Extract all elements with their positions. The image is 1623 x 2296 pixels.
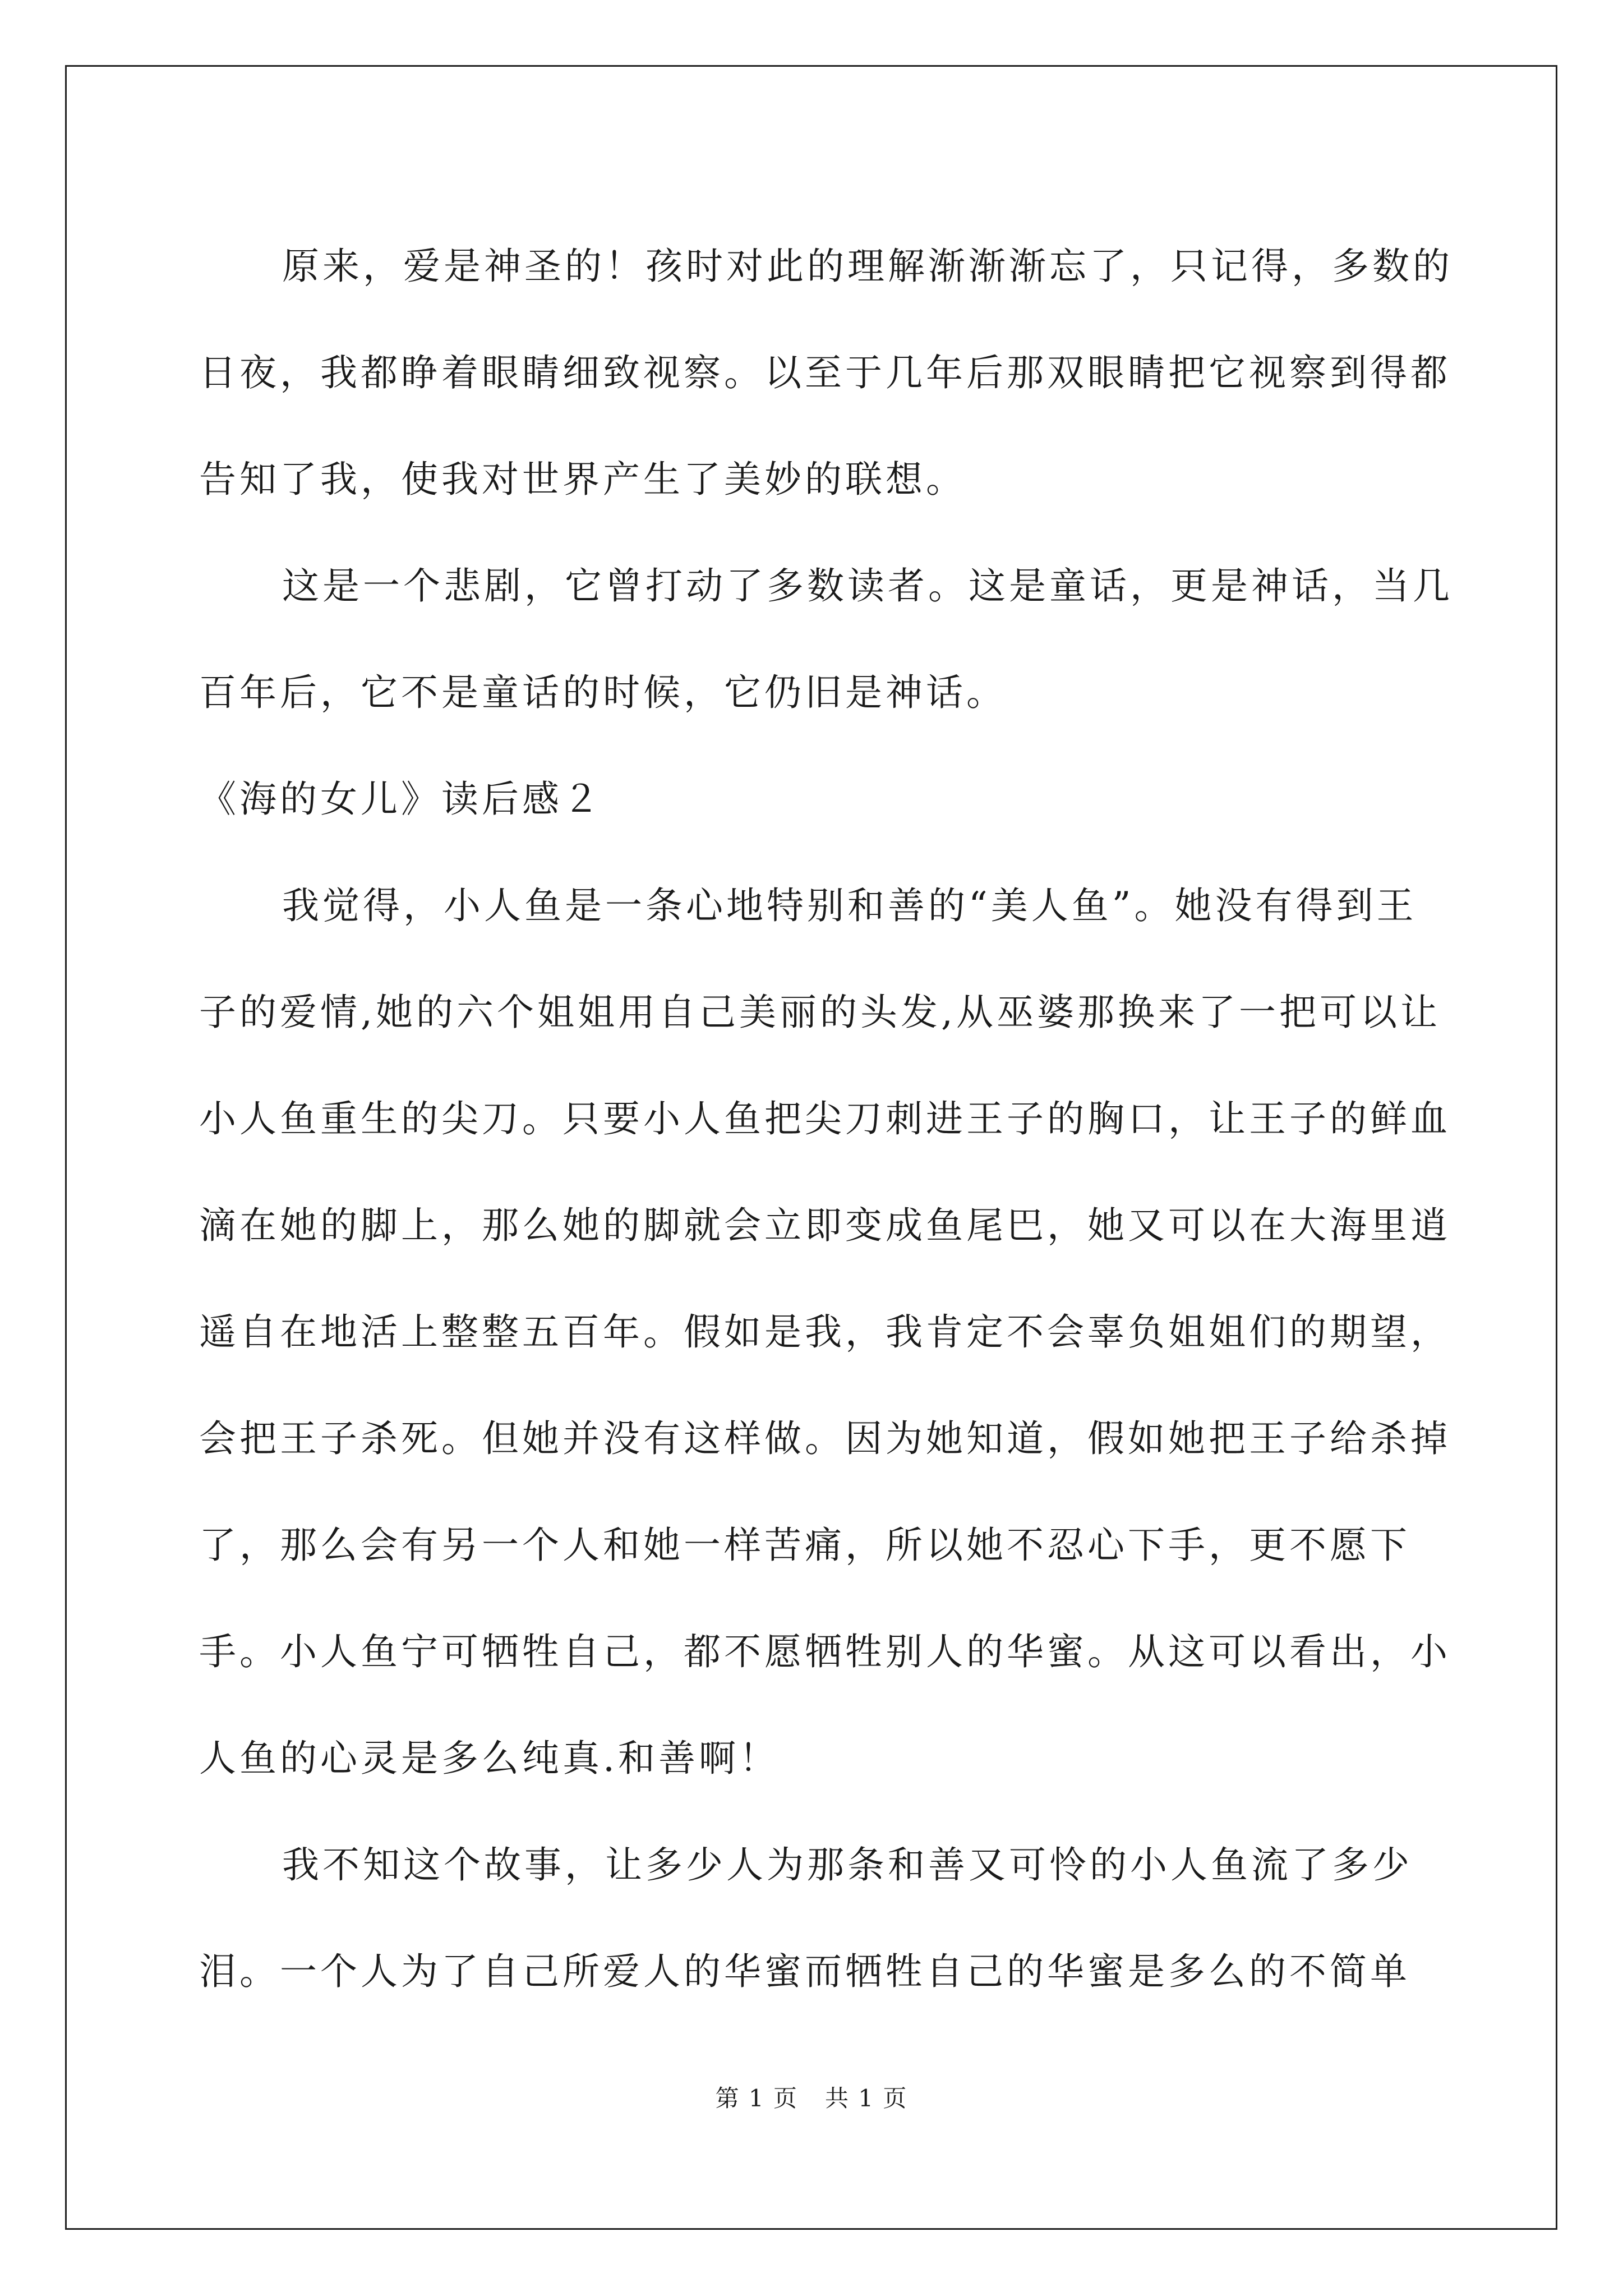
page-number-total: 共 1 页 xyxy=(825,2085,908,2112)
paragraph: 原来，爱是神圣的！孩时对此的理解渐渐渐忘了，只记得，多数的日夜，我都睁着眼睛细致视察。以至于几年后那双眼睛把它视察到得都告知了我，使我对世界产生了美妙的联想。 xyxy=(199,245,1453,501)
paragraph: 我觉得，小人鱼是一条心地特别和善的“美人鱼”。她没有得到王子的爱情,她的六个姐姐用自己美丽的头发,从巫婆那换来了一把可以让小人鱼重生的尖刀。只要小人鱼把尖刀刺进王子的胸口，让王子的鲜血滴在她的脚上，那么她的脚就会立即变成鱼尾巴，她又可以在大海里逍遥自在地活上整整五百年。假如是我，我肯定不会辜负姐姐们的期望，会把王子杀死。但她并没有这样做。因为她知道，假如她把王子给杀掉了，那么会有另一个人和她一样苦痛，所以她不忍心下手，更不愿下手。小人鱼宁可牺牲自己，都不愿牺牲别人的华蜜。从这可以看出，小人鱼的心灵是多么纯真.和善啊！ xyxy=(199,884,1451,1780)
paragraph: 我不知这个故事，让多少人为那条和善又可怜的小人鱼流了多少泪。一个人为了自己所爱人的华蜜而牺牲自己的华蜜是多么的不简单 xyxy=(199,1843,1413,1993)
document-body xyxy=(199,213,1455,2025)
paragraph: 这是一个悲剧，它曾打动了多数读者。这是童话，更是神话，当几百年后，它不是童话的时候，它仍旧是神话。 xyxy=(199,564,1453,714)
page-footer xyxy=(0,2080,1623,2114)
section-heading: 《海的女儿》读后感２ xyxy=(199,777,603,821)
page-number-current: 第 1 页 xyxy=(715,2085,798,2112)
